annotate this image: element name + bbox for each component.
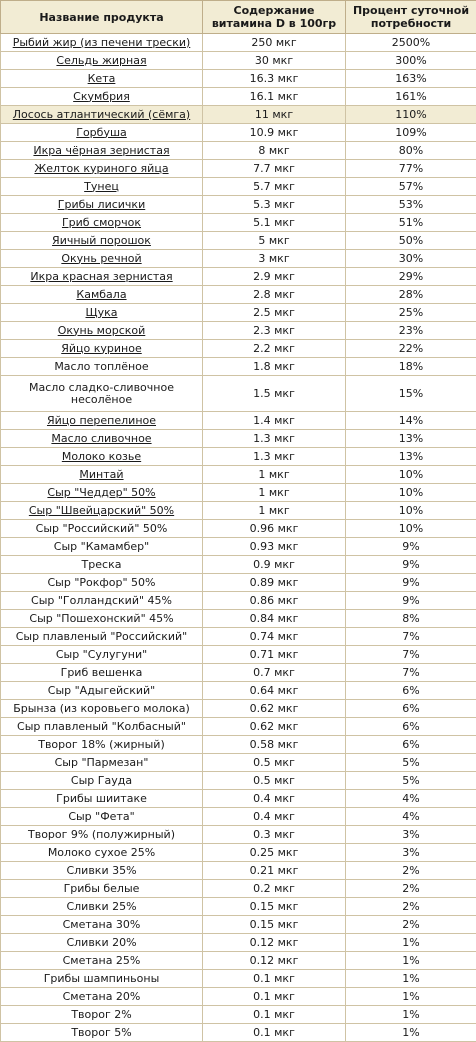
daily-percent-cell: 161% [346,88,476,106]
daily-percent-cell: 9% [346,556,476,574]
product-name-cell [1,808,203,826]
daily-percent-cell: 4% [346,808,476,826]
table-row [1,538,476,556]
table-row [1,322,476,340]
table-row [1,52,476,70]
daily-percent-cell: 3% [346,826,476,844]
product-name-cell [1,772,203,790]
product-link[interactable]: Камбала [76,288,126,301]
product-link[interactable]: Желток куриного яйца [34,162,168,175]
daily-percent-cell: 4% [346,790,476,808]
table-row [1,790,476,808]
daily-percent-cell: 50% [346,232,476,250]
product-link[interactable]: Окунь морской [58,324,146,337]
daily-percent-cell: 29% [346,268,476,286]
table-row [1,826,476,844]
product-name-cell [1,448,203,466]
header-vitamin-content: Содержание витамина D в 100гр [203,1,346,34]
daily-percent-cell: 110% [346,106,476,124]
product-link[interactable]: Яичный порошок [52,234,151,247]
product-name-cell [1,556,203,574]
vitamin-content-cell: 0.15 мкг [203,898,346,916]
vitamin-content-cell: 0.1 мкг [203,1006,346,1024]
daily-percent-cell: 1% [346,952,476,970]
daily-percent-cell: 6% [346,718,476,736]
table-row [1,1006,476,1024]
vitamin-content-cell: 0.62 мкг [203,718,346,736]
table-row [1,754,476,772]
product-link[interactable]: Яйцо перепелиное [47,414,156,427]
daily-percent-cell: 109% [346,124,476,142]
table-row [1,988,476,1006]
vitamin-content-cell: 0.86 мкг [203,592,346,610]
product-name: Сметана 20% [63,990,141,1003]
table-body [1,34,476,1042]
table-row [1,358,476,376]
daily-percent-cell: 10% [346,520,476,538]
vitamin-content-cell: 7.7 мкг [203,160,346,178]
product-name-cell [1,124,203,142]
daily-percent-cell: 53% [346,196,476,214]
daily-percent-cell: 30% [346,250,476,268]
product-name: Сыр "Камамбер" [54,540,149,553]
product-name: Сметана 30% [63,918,141,931]
product-link[interactable]: Лосось атлантический (сёмга) [13,108,190,121]
table-row [1,556,476,574]
daily-percent-cell: 300% [346,52,476,70]
product-link[interactable]: Грибы лисички [58,198,145,211]
daily-percent-cell: 51% [346,214,476,232]
product-link[interactable]: Окунь речной [61,252,141,265]
daily-percent-cell: 5% [346,754,476,772]
header-product-name: Название продукта [1,1,203,34]
product-name: Сыр "Адыгейский" [48,684,155,697]
product-name-cell [1,646,203,664]
daily-percent-cell: 80% [346,142,476,160]
product-name: Сыр "Сулугуни" [56,648,147,661]
daily-percent-cell: 13% [346,430,476,448]
product-name-cell [1,700,203,718]
vitamin-content-cell: 0.2 мкг [203,880,346,898]
product-name-cell [1,538,203,556]
vitamin-content-cell: 1 мкг [203,484,346,502]
table-row [1,970,476,988]
product-name: Творог 2% [71,1008,131,1021]
table-row [1,466,476,484]
product-link[interactable]: Сельдь жирная [56,54,146,67]
vitamin-content-cell: 2.8 мкг [203,286,346,304]
table-row [1,916,476,934]
daily-percent-cell: 9% [346,592,476,610]
table-row [1,178,476,196]
product-link[interactable]: Икра чёрная зернистая [33,144,169,157]
table-row [1,682,476,700]
product-name: Сыр "Голландский" 45% [31,594,172,607]
product-name-cell [1,1024,203,1042]
table-row [1,142,476,160]
product-name-cell [1,34,203,52]
vitamin-content-cell: 5.3 мкг [203,196,346,214]
table-row [1,448,476,466]
header-row [1,1,476,34]
vitamin-content-cell: 2.5 мкг [203,304,346,322]
vitamin-content-cell: 0.3 мкг [203,826,346,844]
product-name: Творог 9% (полужирный) [28,828,175,841]
table-row [1,880,476,898]
product-name-cell [1,304,203,322]
product-name-cell [1,952,203,970]
product-name-cell [1,358,203,376]
product-name: Гриб вешенка [61,666,143,679]
vitamin-content-cell: 0.4 мкг [203,790,346,808]
product-name-cell [1,574,203,592]
vitamin-content-cell: 16.1 мкг [203,88,346,106]
vitamin-content-cell: 2.9 мкг [203,268,346,286]
vitamin-content-cell: 0.1 мкг [203,1024,346,1042]
product-name-cell [1,286,203,304]
vitamin-content-cell: 30 мкг [203,52,346,70]
product-name-cell [1,610,203,628]
vitamin-content-cell: 0.84 мкг [203,610,346,628]
daily-percent-cell: 28% [346,286,476,304]
product-name-cell [1,142,203,160]
product-link[interactable]: Икра красная зернистая [30,270,172,283]
product-name-cell [1,520,203,538]
table-row [1,898,476,916]
product-link[interactable]: Рыбий жир (из печени трески) [13,36,191,49]
daily-percent-cell: 8% [346,610,476,628]
vitamin-content-cell: 250 мкг [203,34,346,52]
product-name-cell [1,682,203,700]
table-row [1,934,476,952]
product-name-cell [1,430,203,448]
table-header [1,1,476,34]
vitamin-content-cell: 1.3 мкг [203,448,346,466]
table-row [1,700,476,718]
product-name-cell [1,628,203,646]
daily-percent-cell: 14% [346,412,476,430]
product-link[interactable]: Сыр "Швейцарский" 50% [29,504,174,517]
daily-percent-cell: 1% [346,988,476,1006]
product-name-cell [1,934,203,952]
vitamin-content-cell: 0.9 мкг [203,556,346,574]
daily-percent-cell: 1% [346,1024,476,1042]
daily-percent-cell: 23% [346,322,476,340]
product-name: Творог 5% [71,1026,131,1039]
daily-percent-cell: 6% [346,682,476,700]
product-name-cell [1,232,203,250]
daily-percent-cell: 25% [346,304,476,322]
table-row [1,628,476,646]
vitamin-content-cell: 16.3 мкг [203,70,346,88]
vitamin-content-cell: 5.1 мкг [203,214,346,232]
table-row [1,520,476,538]
vitamin-content-cell: 0.96 мкг [203,520,346,538]
product-name-cell [1,268,203,286]
table-row [1,646,476,664]
table-row [1,772,476,790]
vitamin-content-cell: 0.64 мкг [203,682,346,700]
product-name-cell [1,664,203,682]
vitamin-content-cell: 0.25 мкг [203,844,346,862]
product-name: Молоко сухое 25% [48,846,155,859]
daily-percent-cell: 10% [346,466,476,484]
product-name-cell [1,160,203,178]
vitamin-content-cell: 0.89 мкг [203,574,346,592]
product-name: Сыр "Фета" [68,810,134,823]
table-row [1,592,476,610]
vitamin-content-cell: 0.4 мкг [203,808,346,826]
daily-percent-cell: 6% [346,736,476,754]
table-row [1,268,476,286]
product-name-cell [1,988,203,1006]
table-row [1,664,476,682]
table-row [1,106,476,124]
product-name: Сыр плавленый "Российский" [16,630,187,643]
daily-percent-cell: 22% [346,340,476,358]
daily-percent-cell: 77% [346,160,476,178]
product-name-cell [1,214,203,232]
product-name-cell [1,52,203,70]
daily-percent-cell: 15% [346,376,476,412]
table-row [1,502,476,520]
product-name-cell [1,340,203,358]
daily-percent-cell: 1% [346,1006,476,1024]
vitamin-content-cell: 0.1 мкг [203,970,346,988]
table-row [1,808,476,826]
daily-percent-cell: 1% [346,934,476,952]
product-name-cell [1,844,203,862]
product-name-cell [1,736,203,754]
vitamin-content-cell: 0.5 мкг [203,772,346,790]
product-link[interactable]: Сыр "Чеддер" 50% [47,486,155,499]
vitamin-content-cell: 2.2 мкг [203,340,346,358]
product-name-cell [1,1006,203,1024]
vitamin-content-cell: 5.7 мкг [203,178,346,196]
daily-percent-cell: 7% [346,628,476,646]
vitamin-content-cell: 0.62 мкг [203,700,346,718]
table-row [1,484,476,502]
vitamin-content-cell: 11 мкг [203,106,346,124]
product-name: Сметана 25% [63,954,141,967]
table-row [1,160,476,178]
product-name: Грибы белые [64,882,140,895]
table-row [1,250,476,268]
daily-percent-cell: 18% [346,358,476,376]
product-name-cell [1,376,203,412]
vitamin-content-cell: 0.12 мкг [203,952,346,970]
product-name-cell [1,412,203,430]
vitamin-content-cell: 0.93 мкг [203,538,346,556]
product-link[interactable]: Щука [86,306,118,319]
daily-percent-cell: 6% [346,700,476,718]
product-link[interactable]: Кета [88,72,116,85]
daily-percent-cell: 10% [346,484,476,502]
vitamin-content-cell: 1.3 мкг [203,430,346,448]
product-name: Сыр Гауда [71,774,132,787]
daily-percent-cell: 10% [346,502,476,520]
product-name-cell [1,178,203,196]
table-row [1,610,476,628]
vitamin-content-cell: 10.9 мкг [203,124,346,142]
product-name: Творог 18% (жирный) [38,738,165,751]
product-name-cell [1,196,203,214]
vitamin-content-cell: 0.1 мкг [203,988,346,1006]
vitamin-content-cell: 0.5 мкг [203,754,346,772]
product-name-cell [1,718,203,736]
product-name: Сыр "Рокфор" 50% [47,576,155,589]
table-row [1,232,476,250]
daily-percent-cell: 13% [346,448,476,466]
product-link[interactable]: Скумбрия [73,90,130,103]
table-row [1,196,476,214]
table-row [1,844,476,862]
daily-percent-cell: 3% [346,844,476,862]
product-name-cell [1,754,203,772]
vitamin-content-cell: 5 мкг [203,232,346,250]
vitamin-content-cell: 0.7 мкг [203,664,346,682]
daily-percent-cell: 1% [346,970,476,988]
daily-percent-cell: 2% [346,862,476,880]
product-link[interactable]: Яйцо куриное [61,342,141,355]
daily-percent-cell: 2% [346,880,476,898]
daily-percent-cell: 7% [346,664,476,682]
product-name: Сыр "Российский" 50% [36,522,168,535]
product-link[interactable]: Тунец [84,180,119,193]
product-name-cell [1,484,203,502]
vitamin-content-cell: 0.58 мкг [203,736,346,754]
product-name: Сыр "Пармезан" [55,756,149,769]
daily-percent-cell: 163% [346,70,476,88]
daily-percent-cell: 9% [346,574,476,592]
product-name: Сыр плавленый "Колбасный" [17,720,186,733]
product-name-cell [1,322,203,340]
product-name-cell [1,106,203,124]
vitamin-content-cell: 1.8 мкг [203,358,346,376]
vitamin-content-cell: 0.74 мкг [203,628,346,646]
product-name-cell [1,898,203,916]
product-name-cell [1,826,203,844]
table-row [1,214,476,232]
product-name: Грибы шиитаке [56,792,147,805]
table-row [1,718,476,736]
vitamin-content-cell: 1.5 мкг [203,376,346,412]
product-name: Грибы шампиньоны [44,972,160,985]
product-name-cell [1,880,203,898]
product-name-cell [1,592,203,610]
table-row [1,1024,476,1042]
product-name-cell [1,250,203,268]
product-name: Масло топлёное [54,360,148,373]
vitamin-content-cell: 1.4 мкг [203,412,346,430]
product-name-cell [1,466,203,484]
product-name-cell [1,70,203,88]
daily-percent-cell: 2% [346,916,476,934]
product-name-cell [1,862,203,880]
product-link[interactable]: Горбуша [76,126,127,139]
table-row [1,430,476,448]
daily-percent-cell: 57% [346,178,476,196]
product-name: Сыр "Пошехонский" 45% [29,612,173,625]
product-name: Сливки 35% [66,864,136,877]
product-name-cell [1,88,203,106]
vitamin-content-cell: 2.3 мкг [203,322,346,340]
daily-percent-cell: 2500% [346,34,476,52]
product-name-cell [1,970,203,988]
table-row [1,862,476,880]
product-name: Масло сладко-сливочное несолёное [29,381,174,406]
table-row [1,124,476,142]
table-row [1,286,476,304]
table-row [1,376,476,412]
product-link[interactable]: Минтай [79,468,123,481]
daily-percent-cell: 9% [346,538,476,556]
table-row [1,304,476,322]
table-row [1,574,476,592]
product-name: Треска [82,558,122,571]
table-row [1,70,476,88]
table-row [1,88,476,106]
vitamin-content-cell: 1 мкг [203,502,346,520]
vitamin-content-cell: 8 мкг [203,142,346,160]
product-name: Сливки 20% [66,936,136,949]
product-name-cell [1,790,203,808]
product-link[interactable]: Гриб сморчок [62,216,141,229]
vitamin-content-cell: 0.12 мкг [203,934,346,952]
table-row [1,412,476,430]
product-name-cell [1,502,203,520]
header-daily-percent: Процент суточной потребности [346,1,476,34]
product-name-cell [1,916,203,934]
table-row [1,34,476,52]
product-link[interactable]: Молоко козье [62,450,141,463]
vitamin-content-cell: 3 мкг [203,250,346,268]
product-name: Сливки 25% [66,900,136,913]
vitamin-content-cell: 1 мкг [203,466,346,484]
vitamin-content-cell: 0.21 мкг [203,862,346,880]
daily-percent-cell: 7% [346,646,476,664]
table-row [1,736,476,754]
product-name: Брынза (из коровьего молока) [13,702,190,715]
table-row [1,952,476,970]
daily-percent-cell: 2% [346,898,476,916]
product-link[interactable]: Масло сливочное [51,432,151,445]
vitamin-content-cell: 0.15 мкг [203,916,346,934]
daily-percent-cell: 5% [346,772,476,790]
table-row [1,340,476,358]
vitamin-content-cell: 0.71 мкг [203,646,346,664]
